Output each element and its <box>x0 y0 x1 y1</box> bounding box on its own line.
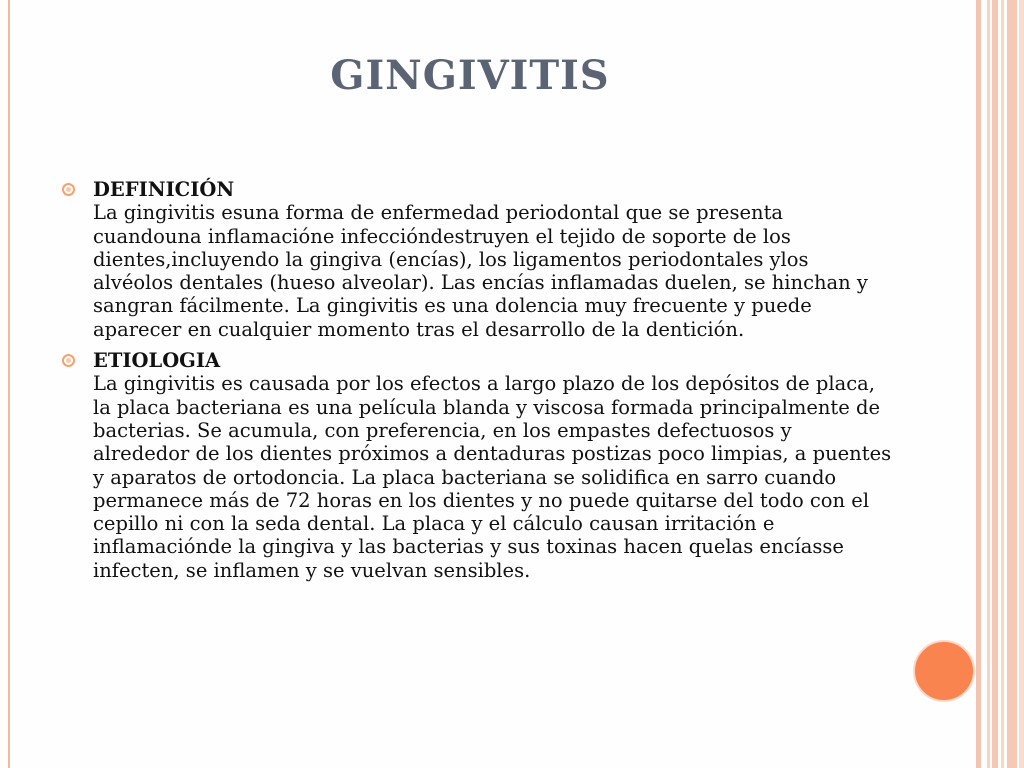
circle-bullet-icon <box>62 354 75 367</box>
list-item-etiologia <box>62 349 892 582</box>
circle-bullet-icon <box>62 183 75 196</box>
decorative-circle <box>913 640 975 702</box>
stripe <box>1007 0 1017 768</box>
left-border-line <box>8 0 10 768</box>
item-text: La gingivitis esuna forma de enfermedad periodontal que se presenta cuandouna inflamacióne infeccióndestruyen el tejido de soporte de los dientes,incluyendo la gingiva (encías), los ligamentos periodontales ylos alvéolos dentales (hueso alveolar). Las encías inflamadas duelen, se hinchan y sangran fácilmente. La gingivitis es una dolencia muy frecuente y puede aparecer en cualquier momento tras el desarrollo de la dentición. <box>93 201 868 341</box>
slide-content <box>62 178 892 590</box>
stripe <box>976 0 981 768</box>
stripe <box>987 0 990 768</box>
stripe <box>992 0 998 768</box>
list-item-definicion <box>62 178 892 341</box>
decorative-stripes <box>976 0 1024 768</box>
item-text: La gingivitis es causada por los efectos a largo plazo de los depósitos de placa, la placa bacteriana es una película blanda y viscosa formada principalmente de bacterias. Se acumula, con preferencia, en los empastes defectuosos y alrededor de los dientes próximos a dentaduras postizas poco limpias, a puentes y aparatos de ortodoncia. La placa bacteriana se solidifica en sarro cuando permanece más de 72 horas en los dientes y no puede quitarse del todo con el cepillo ni con la seda dental. La placa y el cálculo causan irritación e inflamaciónde la gingiva y las bacterias y sus toxinas hacen quelas encíasse infecten, se inflamen y se vuelvan sensibles. <box>93 372 892 582</box>
stripe <box>1019 0 1024 768</box>
item-heading: ETIOLOGIA <box>93 349 221 373</box>
item-heading: DEFINICIÓN <box>93 178 235 201</box>
slide-title: GINGIVITIS <box>330 52 610 99</box>
stripe <box>1001 0 1004 768</box>
